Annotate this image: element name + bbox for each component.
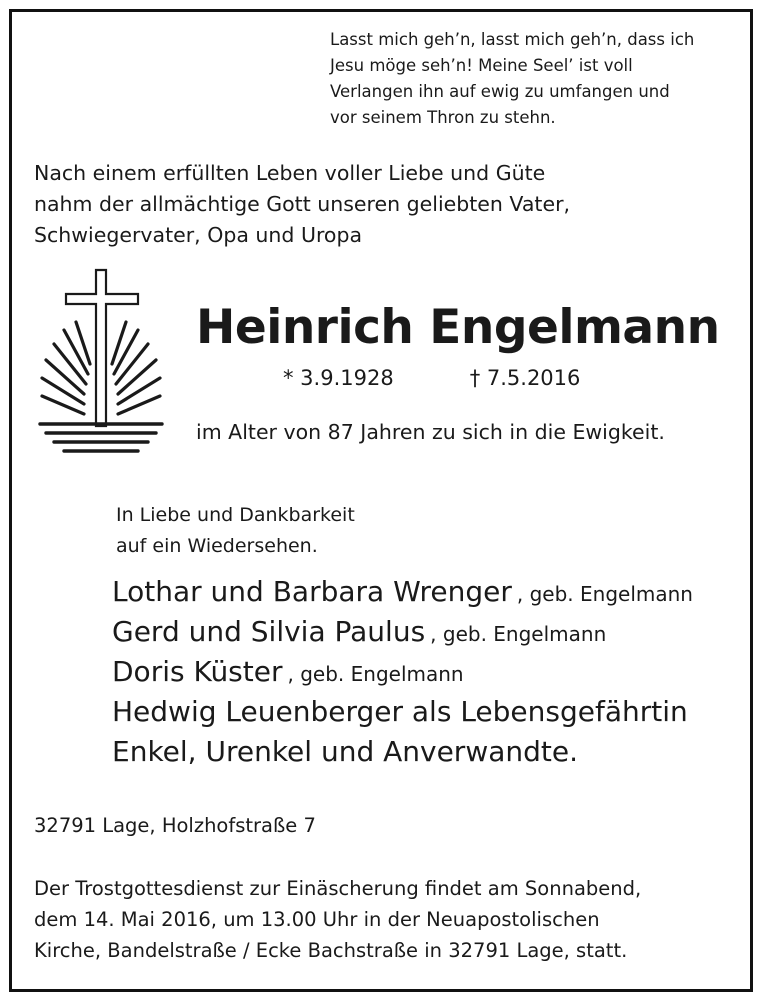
- service-line: Der Trostgottesdienst zur Einäscherung findet am Sonnabend,: [34, 877, 642, 900]
- mourner-name: Lothar und Barbara Wrenger: [112, 575, 512, 608]
- mourner-name: Doris Küster: [112, 655, 283, 688]
- mourner-row: [112, 612, 693, 652]
- intro-line: Schwiegervater, Opa und Uropa: [34, 223, 363, 247]
- intro-text: [34, 158, 570, 251]
- service-line: Kirche, Bandelstraße / Ecke Bachstraße in 32791 Lage, statt.: [34, 939, 628, 962]
- life-dates: [283, 366, 580, 390]
- mourner-nee: , geb. Engelmann: [287, 662, 464, 686]
- poem-line: vor seinem Thron zu stehn.: [330, 108, 556, 127]
- service-info: [34, 873, 641, 966]
- mourner-name: Gerd und Silvia Paulus: [112, 615, 426, 648]
- mourner-name: Hedwig Leuenberger als Lebensgefährtin: [112, 695, 688, 728]
- mourner-row: [112, 572, 693, 612]
- age-line: im Alter von 87 Jahren zu sich in die Ewigkeit.: [196, 420, 665, 444]
- mourner-name: Enkel, Urenkel und Anverwandte.: [112, 735, 579, 768]
- poem-verse: [330, 27, 694, 131]
- poem-line: Lasst mich geh’n, lasst mich geh’n, dass ich: [330, 30, 695, 49]
- address: 32791 Lage, Holzhofstraße 7: [34, 814, 316, 837]
- thanks-text: [116, 500, 355, 562]
- mourner-nee: , geb. Engelmann: [516, 582, 693, 606]
- thanks-line: auf ein Wiedersehen.: [116, 535, 318, 557]
- mourner-nee: , geb. Engelmann: [430, 622, 607, 646]
- new-apostolic-cross-emblem-icon: [34, 266, 184, 466]
- poem-line: Jesu möge seh’n! Meine Seel’ ist voll: [330, 56, 633, 75]
- intro-line: Nach einem erfüllten Leben voller Liebe und Güte: [34, 161, 546, 185]
- mourner-row: [112, 732, 693, 772]
- birth-date: * 3.9.1928: [283, 366, 394, 390]
- death-date: † 7.5.2016: [469, 366, 581, 390]
- service-line: dem 14. Mai 2016, um 13.00 Uhr in der Neuapostolischen: [34, 908, 600, 931]
- mourners-list: [112, 572, 693, 772]
- mourner-row: [112, 692, 693, 732]
- poem-line: Verlangen ihn auf ewig zu umfangen und: [330, 82, 670, 101]
- thanks-line: In Liebe und Dankbarkeit: [116, 504, 355, 526]
- mourner-row: [112, 652, 693, 692]
- intro-line: nahm der allmächtige Gott unseren geliebten Vater,: [34, 192, 571, 216]
- deceased-name: Heinrich Engelmann: [196, 300, 720, 355]
